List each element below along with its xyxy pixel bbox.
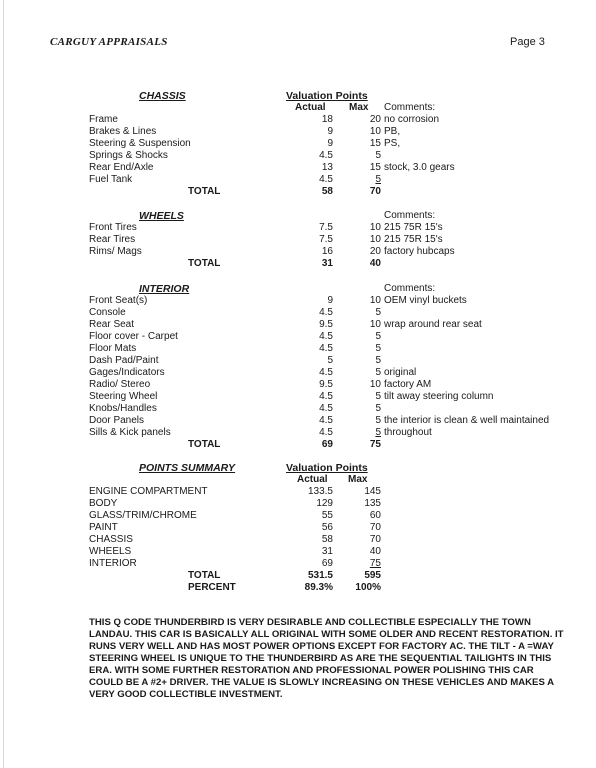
row-label: Brakes & Lines — [89, 126, 157, 137]
table-row — [0, 355, 596, 367]
chassis-table — [0, 114, 596, 198]
row-label: Radio/ Stereo — [89, 379, 151, 390]
total-max: 595 — [364, 570, 381, 581]
row-max: 5 — [375, 150, 381, 161]
total-row — [0, 186, 596, 198]
row-max: 10 — [369, 295, 381, 306]
row-actual: 31 — [321, 546, 333, 557]
row-label: Dash Pad/Paint — [89, 355, 159, 366]
table-row — [0, 427, 596, 439]
table-row — [0, 546, 596, 558]
row-label: Sills & Kick panels — [89, 427, 171, 438]
row-actual: 4.5 — [319, 415, 333, 426]
row-label: Floor cover - Carpet — [89, 331, 178, 342]
row-max: 5 — [375, 391, 381, 402]
row-actual: 129 — [316, 498, 333, 509]
row-max: 5 — [375, 174, 381, 185]
chassis-title: CHASSIS — [139, 90, 186, 102]
row-actual: 9.5 — [319, 379, 333, 390]
row-max: 15 — [369, 162, 381, 173]
row-label: BODY — [89, 498, 118, 509]
row-max: 40 — [369, 546, 381, 557]
row-max: 10 — [369, 222, 381, 233]
row-label: Front Seat(s) — [89, 295, 148, 306]
row-comment: wrap around rear seat — [384, 319, 482, 330]
chassis-comments-header: Comments: — [384, 102, 436, 113]
row-actual: 7.5 — [319, 222, 333, 233]
row-label: Steering Wheel — [89, 391, 158, 402]
table-row — [0, 331, 596, 343]
row-max: 5 — [375, 403, 381, 414]
row-comment: throughout — [384, 427, 432, 438]
row-actual: 4.5 — [319, 307, 333, 318]
row-actual: 4.5 — [319, 403, 333, 414]
percent-max: 100% — [355, 582, 381, 593]
table-row — [0, 150, 596, 162]
table-row — [0, 222, 596, 234]
conclusion-paragraph: THIS Q CODE THUNDERBIRD IS VERY DESIRABLE AND COLLECTIBLE ESPECIALLY THE TOWN LANDAU. THIS CAR IS BASICALLY ALL ORIGINAL WITH SOME OLDER AND RECENT RESTORATION. IT RUNS VERY WELL AND HAS MOST POWER OPTIONS EXCEPT FOR FACTORY AC. THE TILT - A =WAY STEERING WHEEL IS UNIQUE TO THE THUNDERBIRD AS ARE THE SEQUENTIAL TAILIGHTS IN THIS ERA. WITH SOME FURTHER RESTORATION AND PROFESSIONAL POWER POLISHING THIS CAR COULD BE A #2+ DRIVER. THE VALUE IS SLOWLY INCREASING ON THESE VEHICLES AND MAKES A VERY GOOD COLLECTIBLE INVESTMENT. — [89, 617, 564, 700]
summary-title: POINTS SUMMARY — [139, 462, 236, 474]
table-row — [0, 319, 596, 331]
interior-title: INTERIOR — [139, 283, 190, 295]
summary-table — [0, 486, 596, 594]
wheels-comments-header: Comments: — [384, 210, 436, 221]
row-label: Springs & Shocks — [89, 150, 168, 161]
wheels-table — [0, 222, 596, 270]
chassis-valuation-title: Valuation Points — [286, 90, 368, 102]
row-label: ENGINE COMPARTMENT — [89, 486, 208, 497]
row-max: 20 — [369, 246, 381, 257]
total-label: TOTAL — [188, 258, 221, 269]
table-row — [0, 522, 596, 534]
row-actual: 4.5 — [319, 174, 333, 185]
row-label: Rear Seat — [89, 319, 135, 330]
table-row — [0, 162, 596, 174]
table-row — [0, 534, 596, 546]
total-row — [0, 439, 596, 451]
row-max: 20 — [369, 114, 381, 125]
row-label: PAINT — [89, 522, 118, 533]
row-comment: PS, — [384, 138, 401, 149]
row-label: Fuel Tank — [89, 174, 133, 185]
total-max: 70 — [369, 186, 381, 197]
row-comment: original — [384, 367, 417, 378]
row-actual: 4.5 — [319, 343, 333, 354]
row-comment: OEM vinyl buckets — [384, 295, 467, 306]
total-row — [0, 258, 596, 270]
row-label: Rear End/Axle — [89, 162, 154, 173]
row-max: 10 — [369, 126, 381, 137]
row-actual: 9 — [327, 138, 333, 149]
row-actual: 16 — [321, 246, 333, 257]
row-label: CHASSIS — [89, 534, 133, 545]
table-row — [0, 510, 596, 522]
total-actual: 58 — [321, 186, 333, 197]
row-label: INTERIOR — [89, 558, 137, 569]
table-row — [0, 415, 596, 427]
total-max: 40 — [369, 258, 381, 269]
row-actual: 4.5 — [319, 427, 333, 438]
table-row — [0, 307, 596, 319]
percent-actual: 89.3% — [304, 582, 333, 593]
row-comment: factory hubcaps — [384, 246, 455, 257]
row-actual: 55 — [321, 510, 333, 521]
row-comment: tilt away steering column — [384, 391, 494, 402]
row-label: Rear Tires — [89, 234, 136, 245]
summary-max-header: Max — [348, 474, 368, 485]
row-comment: stock, 3.0 gears — [384, 162, 455, 173]
row-max: 5 — [375, 427, 381, 438]
summary-valuation-title: Valuation Points — [286, 462, 368, 474]
total-label: TOTAL — [188, 570, 221, 581]
row-actual: 133.5 — [307, 486, 333, 497]
table-row — [0, 391, 596, 403]
row-actual: 69 — [321, 558, 333, 569]
interior-comments-header: Comments: — [384, 283, 436, 294]
total-actual: 31 — [321, 258, 333, 269]
row-max: 5 — [375, 415, 381, 426]
row-max: 60 — [369, 510, 381, 521]
percent-row — [0, 582, 596, 594]
row-actual: 56 — [321, 522, 333, 533]
row-comment: 215 75R 15's — [384, 234, 443, 245]
chassis-max-header: Max — [349, 102, 369, 113]
table-row — [0, 138, 596, 150]
row-actual: 4.5 — [319, 367, 333, 378]
row-max: 15 — [369, 138, 381, 149]
row-max: 70 — [369, 534, 381, 545]
row-actual: 5 — [327, 355, 333, 366]
wheels-title: WHEELS — [139, 210, 184, 222]
row-actual: 13 — [321, 162, 333, 173]
row-max: 10 — [369, 234, 381, 245]
row-comment: factory AM — [384, 379, 432, 390]
table-row — [0, 367, 596, 379]
total-actual: 69 — [321, 439, 333, 450]
row-label: GLASS/TRIM/CHROME — [89, 510, 197, 521]
total-actual: 531.5 — [307, 570, 333, 581]
row-label: Steering & Suspension — [89, 138, 191, 149]
table-row — [0, 403, 596, 415]
row-max: 5 — [375, 307, 381, 318]
table-row — [0, 558, 596, 570]
total-label: TOTAL — [188, 439, 221, 450]
row-label: Door Panels — [89, 415, 145, 426]
row-actual: 7.5 — [319, 234, 333, 245]
row-actual: 4.5 — [319, 391, 333, 402]
row-max: 5 — [375, 355, 381, 366]
row-max: 5 — [375, 367, 381, 378]
percent-label: PERCENT — [188, 582, 236, 593]
row-comment: no corrosion — [384, 114, 440, 125]
row-label: Rims/ Mags — [89, 246, 142, 257]
summary-actual-header: Actual — [297, 474, 328, 485]
row-actual: 4.5 — [319, 150, 333, 161]
total-row — [0, 570, 596, 582]
row-actual: 18 — [321, 114, 333, 125]
table-row — [0, 174, 596, 186]
table-row — [0, 486, 596, 498]
row-max: 75 — [369, 558, 381, 569]
row-max: 70 — [369, 522, 381, 533]
total-label: TOTAL — [188, 186, 221, 197]
row-label: Gages/Indicators — [89, 367, 165, 378]
interior-table — [0, 295, 596, 451]
row-max: 135 — [364, 498, 381, 509]
row-actual: 9.5 — [319, 319, 333, 330]
chassis-actual-header: Actual — [295, 102, 326, 113]
row-comment: PB, — [384, 126, 401, 137]
row-max: 145 — [364, 486, 381, 497]
row-actual: 9 — [327, 126, 333, 137]
header-title: CARGUY APPRAISALS — [50, 36, 168, 48]
row-actual: 9 — [327, 295, 333, 306]
row-comment: the interior is clean & well maintained — [384, 415, 550, 426]
row-max: 10 — [369, 379, 381, 390]
row-actual: 58 — [321, 534, 333, 545]
row-label: Front Tires — [89, 222, 137, 233]
table-row — [0, 498, 596, 510]
table-row — [0, 234, 596, 246]
row-max: 5 — [375, 331, 381, 342]
row-label: Knobs/Handles — [89, 403, 157, 414]
row-label: Floor Mats — [89, 343, 137, 354]
total-max: 75 — [369, 439, 381, 450]
row-label: Console — [89, 307, 126, 318]
table-row — [0, 126, 596, 138]
table-row — [0, 379, 596, 391]
row-comment: 215 75R 15's — [384, 222, 443, 233]
row-max: 5 — [375, 343, 381, 354]
row-actual: 4.5 — [319, 331, 333, 342]
table-row — [0, 246, 596, 258]
row-label: Frame — [89, 114, 118, 125]
table-row — [0, 343, 596, 355]
row-label: WHEELS — [89, 546, 132, 557]
row-max: 10 — [369, 319, 381, 330]
table-row — [0, 295, 596, 307]
table-row — [0, 114, 596, 126]
page-number: Page 3 — [510, 36, 545, 48]
